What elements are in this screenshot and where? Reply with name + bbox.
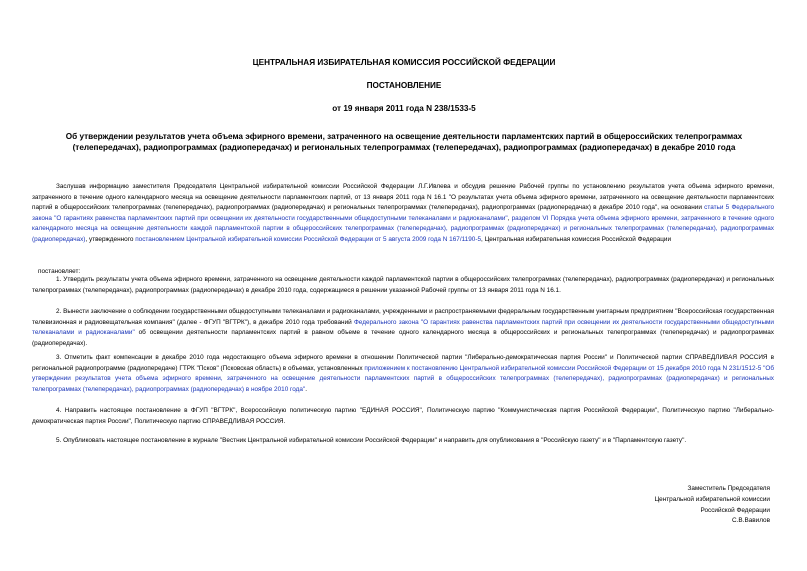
law-article-5-link[interactable]: статьи 5 Федерального закона "О гарантиях равенства парламентских партий при освещении их деятельности государственными общедоступными телеканалами и радиоканалами" bbox=[32, 204, 774, 222]
preamble-text-3: , утвержденного bbox=[85, 235, 136, 243]
preamble-text-2: , bbox=[507, 214, 512, 222]
resolution-167-link[interactable]: постановлением Центральной избирательной комиссии Российской Федерации от 5 августа 2009 года N 167/1190-5 bbox=[135, 235, 482, 243]
preamble-paragraph bbox=[32, 182, 774, 246]
item-1-paragraph: 1. Утвердить результаты учета объема эфирного времени, затраченного на освещение деятельности каждой парламентской партии в общероссийских телепрограммах (телепередачах), радиопрограммах (радиопередачах) и региональных телепрограммах (телепередачах), радиопрограммах (радиопередачах) в декабре 2010 года, содержащиеся в решении указанной Рабочей группы от 13 января 2011 года N 16.1. bbox=[32, 276, 774, 294]
document-title: Об утверждении результатов учета объема эфирного времени, затраченного на освещение деятельности парламентских партий в общероссийских телепрограммах (телепередачах), радиопрограммах (радиопередачах) и региональных телепрограммах (телепередачах), радиопрограммах (радиопередачах) в декабре 2010 года bbox=[65, 132, 743, 152]
signature-organization: Центральной избирательной комиссии bbox=[654, 495, 770, 503]
item-4-paragraph: 4. Направить настоящее постановление в ФГУП "ВГТРК", Всероссийскую политическую партию "ЕДИНАЯ РОССИЯ", Политическую партию "Коммунистическая партия Российской Федерации", Политическую партию "Либерально-демократическая партия России", Политическую партию СПРАВЕДЛИВАЯ РОССИЯ. bbox=[32, 407, 774, 425]
procedure-section-6-link[interactable]: разделом VI Порядка учета объема эфирного времени, затраченного в течение одного календарного месяца на освещение деятельности каждой парламентской партии в общероссийских телепрограммах (телепередачах), радиопрограммах (радиопередачах) и региональных телепрограммах (телепередачах), радиопрограммах (радиопередачах) bbox=[32, 214, 774, 243]
decides-label: постановляет: bbox=[38, 268, 81, 275]
signature-position: Заместитель Председателя bbox=[687, 485, 770, 492]
document-number: от 19 января 2011 года N 238/1533-5 bbox=[332, 104, 476, 113]
signature-country: Российской Федерации bbox=[700, 506, 770, 514]
item-2-text-2: об освещении деятельности парламентских партий в равном объеме в течение одного календарного месяца в общероссийских и региональных телепрограммах (телепередачах) и радиопрограммах (радиопередачах). bbox=[32, 329, 774, 347]
federal-law-link[interactable]: Федерального закона "О гарантиях равенства парламентских партий при освещении их деятельности государственными общедоступными телеканалами и радиоканалами" bbox=[32, 318, 774, 337]
item-3-text-2: . bbox=[305, 385, 307, 393]
signature-name: С.В.Вавилов bbox=[732, 517, 770, 525]
item-3-text-1: 3. Отметить факт компенсации в декабре 2010 года недостающего объема эфирного времени в отношении Политической партии "Либерально-демократическая партия России" и Политической партии СПРАВЕДЛИВАЯ РОССИЯ в региональной радиопрограмме (радиопередаче) ГТРК "Псков" (Псковская область) в объемах, установленных bbox=[32, 354, 774, 372]
preamble-text-1: Заслушав информацию заместителя Председателя Центральной избирательной комиссии Российской Федерации Л.Г.Ивлева и обсудив решение Рабочей группы по установлению результатов учета объема эфирного времени, затраченного в течение одного календарного месяца на освещение деятельности парламентских партий, от 13 января 2011 года N 16.1 "О результатах учета объема эфирного времени, затраченного на освещение деятельности парламентских партий в общероссийских телепрограммах (телепередачах), радиопрограммах (радиопередачах) и региональных телепрограммах (телепередачах), радиопрограммах (радиопередачах) в декабре 2010 года", на основании bbox=[32, 183, 774, 212]
document-type-heading: ПОСТАНОВЛЕНИЕ bbox=[366, 81, 442, 90]
item-2-paragraph bbox=[32, 307, 774, 349]
organization-heading: ЦЕНТРАЛЬНАЯ ИЗБИРАТЕЛЬНАЯ КОМИССИЯ РОССИЙСКОЙ ФЕДЕРАЦИИ bbox=[252, 58, 556, 67]
signature-block bbox=[654, 484, 770, 527]
item-2-text-1: 2. Вынести заключение о соблюдении государственными общедоступными телеканалами и радиоканалами, учрежденными и распространяемыми федеральным государственным унитарным предприятием "Всероссийская государственная телевизионная и радиовещательная компания" (далее - ФГУП "ВГТРК"), в декабре 2010 года требований bbox=[32, 308, 774, 326]
preamble-text-4: , Центральная избирательная комиссия Российской Федерации bbox=[481, 235, 672, 243]
item-5-paragraph: 5. Опубликовать настоящее постановление в журнале "Вестник Центральной избирательной комиссии Российской Федерации" и направить для опубликования в "Российскую газету" и в "Парламентскую газету". bbox=[56, 437, 687, 444]
resolution-231-appendix-link[interactable]: приложением к постановлению Центральной избирательной комиссии Российской Федерации от 15 декабря 2010 года N 231/1512-5 "Об утверждении результатов учета объема эфирного времени, затраченного на освещение деятельности парламентских партий в общероссийских телепрограммах (телепередачах), радиопрограммах (радиопередачах) и региональных телепрограммах (телепередачах), радиопрограммах (радиопередачах) в ноябре 2010 года" bbox=[32, 364, 774, 393]
item-3-paragraph bbox=[32, 353, 774, 395]
